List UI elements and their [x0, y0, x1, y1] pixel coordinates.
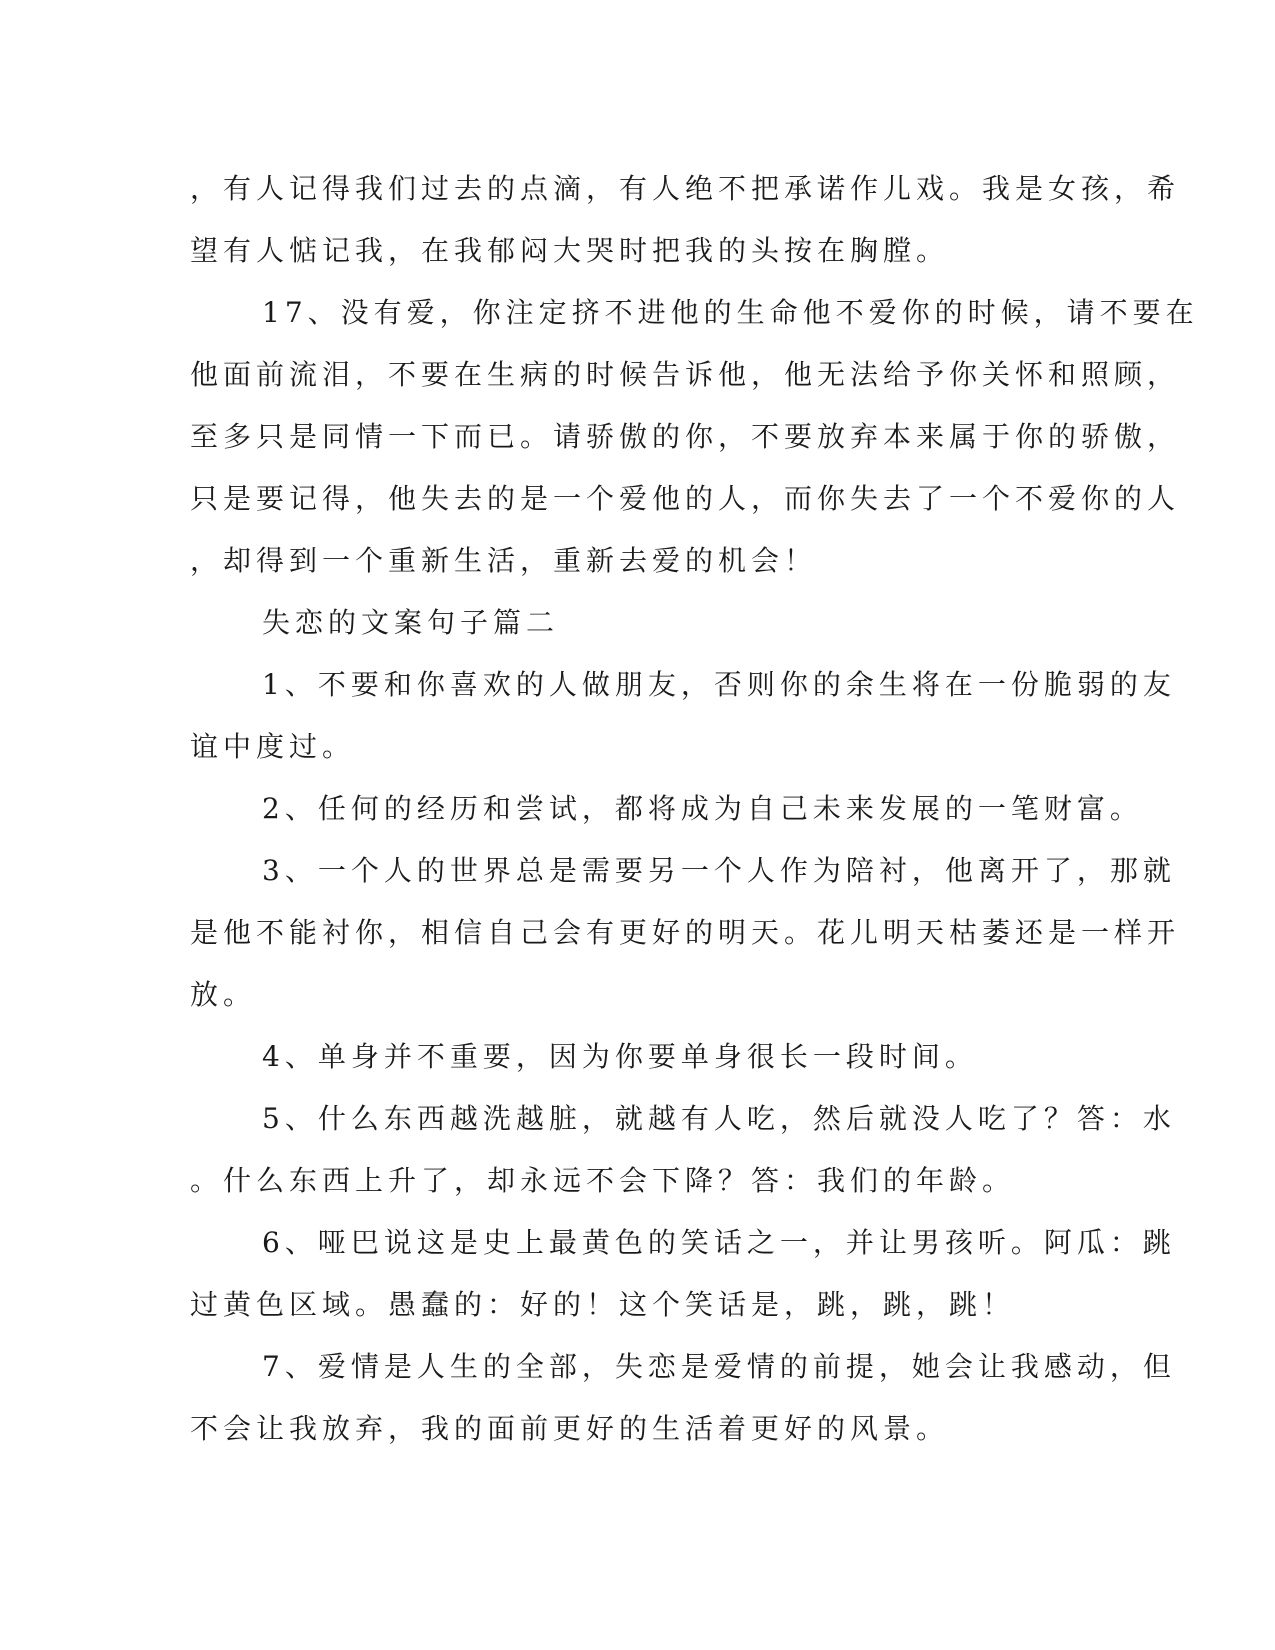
text-line: 3、一个人的世界总是需要另一个人作为陪衬，他离开了，那就 — [262, 854, 1176, 887]
text-line: 4、单身并不重要，因为你要单身很长一段时间。 — [262, 1040, 978, 1073]
text-line: 17、没有爱，你注定挤不进他的生命他不爱你的时候，请不要在 — [262, 296, 1199, 329]
text-line: 。什么东西上升了，却永远不会下降？答：我们的年龄。 — [190, 1164, 1016, 1197]
text-line: ，却得到一个重新生活，重新去爱的机会！ — [190, 544, 818, 577]
text-line: 2、任何的经历和尝试，都将成为自己未来发展的一笔财富。 — [262, 792, 1143, 825]
text-line: 不会让我放弃，我的面前更好的生活着更好的风景。 — [190, 1412, 950, 1445]
text-line: 只是要记得，他失去的是一个爱他的人，而你失去了一个不爱你的人 — [190, 482, 1181, 515]
text-line: 谊中度过。 — [190, 730, 356, 763]
document-body — [190, 158, 1199, 1460]
text-line: 放。 — [190, 978, 257, 1011]
text-line: 5、什么东西越洗越脏，就越有人吃，然后就没人吃了？答：水 — [262, 1102, 1176, 1135]
text-line: 过黄色区域。愚蠢的：好的！这个笑话是，跳，跳，跳！ — [190, 1288, 1016, 1321]
text-line: 是他不能衬你，相信自己会有更好的明天。花儿明天枯萎还是一样开 — [190, 916, 1181, 949]
text-line: 6、哑巴说这是史上最黄色的笑话之一，并让男孩听。阿瓜：跳 — [262, 1226, 1176, 1259]
text-line: 他面前流泪，不要在生病的时候告诉他，他无法给予你关怀和照顾， — [190, 358, 1181, 391]
text-line: 7、爱情是人生的全部，失恋是爱情的前提，她会让我感动，但 — [262, 1350, 1176, 1383]
text-line: 1、不要和你喜欢的人做朋友，否则你的余生将在一份脆弱的友 — [262, 668, 1176, 701]
text-line: 至多只是同情一下而已。请骄傲的你，不要放弃本来属于你的骄傲， — [190, 420, 1181, 453]
text-line: 望有人惦记我，在我郁闷大哭时把我的头按在胸膛。 — [190, 234, 950, 267]
text-line: 失恋的文案句子篇二 — [262, 606, 560, 639]
text-line: ，有人记得我们过去的点滴，有人绝不把承诺作儿戏。我是女孩，希 — [190, 172, 1181, 205]
